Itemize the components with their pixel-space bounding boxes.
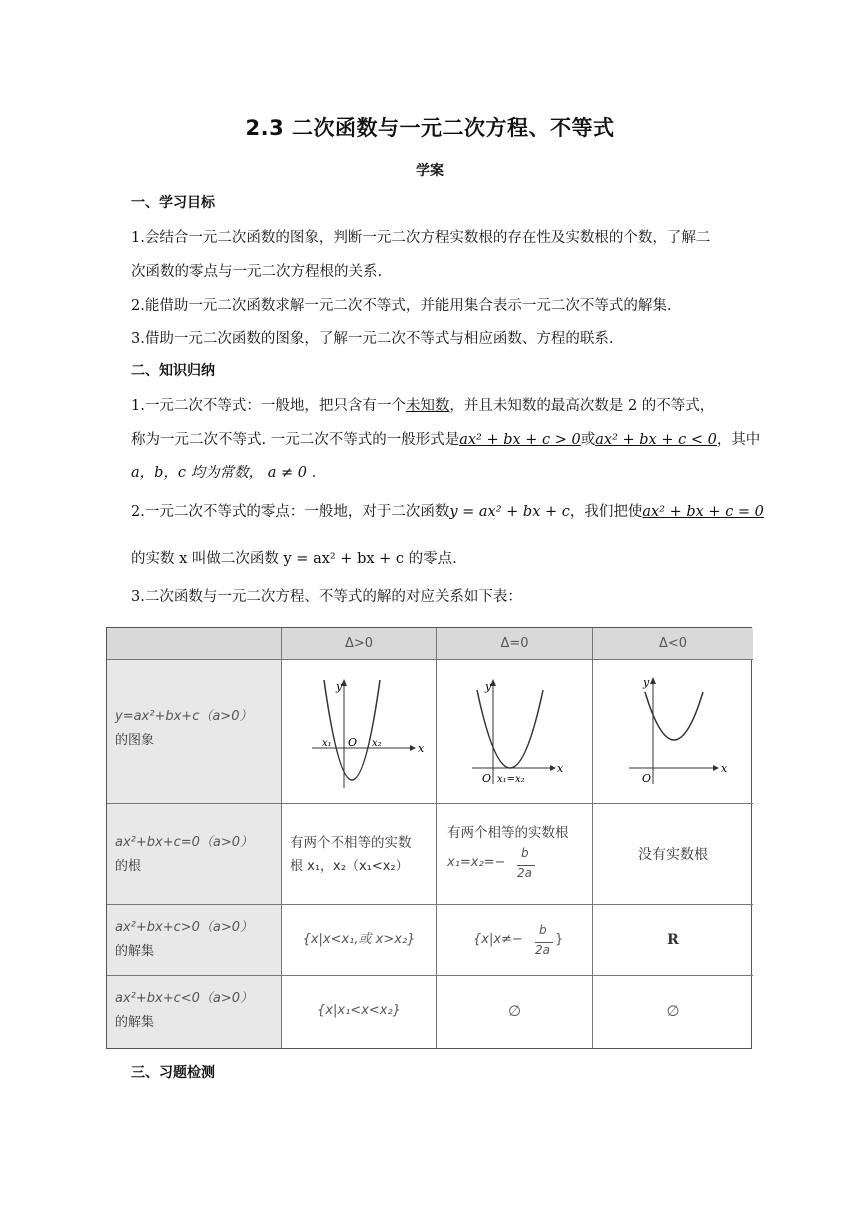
- greater-set-cell-2: [437, 905, 593, 976]
- x-label: x: [418, 742, 425, 755]
- origin-label: O: [642, 772, 652, 785]
- text: ，其中: [716, 432, 761, 448]
- x2-label: x₂: [372, 738, 382, 749]
- row-label-line-1: ax²+bx+c=0（a>0）: [115, 835, 254, 850]
- text: 2.一元二次不等式的零点：一般地，对于二次函数: [131, 504, 450, 520]
- page-subtitle: 学案: [416, 163, 444, 179]
- no-roots-text: 没有实数根: [638, 847, 708, 863]
- empty-set: ∅: [507, 1002, 522, 1020]
- x-label: x: [557, 762, 564, 775]
- row-label-greater-set: [107, 905, 282, 976]
- less-set-cell-1: [282, 976, 437, 1048]
- knowledge-2-line-b: 的实数 x 叫做二次函数 y = ax² + bx + c 的零点.: [131, 551, 457, 567]
- row-label-graph: [107, 660, 282, 804]
- fraction-numerator: b: [521, 846, 529, 860]
- less-set-cell-2: [437, 976, 593, 1048]
- knowledge-1-line-c: a，b，c 均为常数， a ≠ 0 .: [131, 465, 317, 481]
- row-label-line-2: 的图象: [115, 733, 155, 748]
- section-heading-exercises: 三、习题检测: [131, 1065, 215, 1081]
- row-label-line-1: y=ax²+bx+c（a>0）: [115, 709, 253, 724]
- text: ，我们把使: [569, 504, 643, 520]
- row-label-line-2: 的根: [115, 859, 142, 874]
- solution-set: {x|x₁<x<x₂}: [317, 1003, 401, 1018]
- origin-label: O: [482, 772, 492, 785]
- x1-label: x₁: [322, 738, 332, 749]
- goal-1-line-a: 1.会结合一元二次函数的图象，判断一元二次方程实数根的存在性及实数根的个数，了解二: [131, 230, 711, 246]
- knowledge-1-line-a: [131, 394, 714, 415]
- header-label: Δ<0: [658, 636, 688, 651]
- formula-answer-2: ax² + bx + c < 0: [595, 432, 717, 448]
- less-set-cell-3: [593, 976, 753, 1048]
- graph-cell-2: [437, 660, 593, 804]
- graph-cell-3: [593, 660, 753, 804]
- roots-cell-3: [593, 804, 753, 905]
- text: ，并且未知数的最高次数是 2 的不等式，: [449, 398, 715, 414]
- row-label-line-2: 的解集: [115, 944, 155, 959]
- roots-line-2: x₁=x₂=−: [447, 855, 506, 870]
- empty-set: ∅: [666, 1002, 680, 1020]
- formula-answer-3: ax² + bx + c = 0: [642, 504, 764, 520]
- double-root-label: x₁=x₂: [497, 774, 525, 785]
- row-label-line-1: ax²+bx+c<0（a>0）: [115, 991, 254, 1006]
- header-label: Δ=0: [500, 636, 529, 651]
- section-heading-goals: 一、学习目标: [131, 195, 215, 211]
- x-arrow: [410, 745, 416, 751]
- real-numbers: R: [667, 932, 679, 948]
- text: 称为一元二次不等式. 一元二次不等式的一般形式是: [131, 432, 460, 448]
- goal-3: 3.借助一元二次函数的图象，了解一元二次不等式与相应函数、方程的联系.: [131, 331, 614, 347]
- row-label-roots: [107, 804, 282, 905]
- y-label: y: [643, 676, 650, 689]
- x-label: x: [721, 762, 728, 775]
- header-label: Δ>0: [344, 636, 374, 651]
- underlined-answer: 未知数: [405, 398, 450, 414]
- greater-set-cell-1: [282, 905, 437, 976]
- solution-set-prefix: {x|x≠−: [473, 932, 523, 947]
- y-arrow: [650, 677, 656, 684]
- parabola: [477, 690, 543, 768]
- header-delta-positive: [282, 628, 437, 660]
- x-arrow: [713, 765, 719, 771]
- solution-set-suffix: }: [555, 932, 564, 947]
- text: 1.一元二次不等式：一般地，把只含有一个: [131, 398, 406, 414]
- parabola-double-root-graph: [437, 660, 593, 804]
- x-arrow: [550, 765, 556, 771]
- knowledge-2-line-a: [131, 500, 764, 521]
- section-heading-knowledge: 二、知识归纳: [131, 363, 215, 379]
- row-label-line-1: ax²+bx+c>0（a>0）: [115, 920, 254, 935]
- knowledge-1-line-b: [131, 428, 760, 449]
- relation-table: [106, 627, 752, 1049]
- goal-2: 2.能借助一元二次函数求解一元二次不等式，并能用集合表示一元二次不等式的解集.: [131, 298, 672, 314]
- row-label-less-set: [107, 976, 282, 1048]
- roots-cell-1: [282, 804, 437, 905]
- header-delta-zero: [437, 628, 593, 660]
- fraction-numerator: b: [539, 923, 547, 937]
- page-title: 2.3 二次函数与一元二次方程、不等式: [245, 116, 615, 140]
- header-delta-negative: [593, 628, 753, 660]
- greater-set-cell-3: [593, 905, 753, 976]
- text: 或: [580, 432, 596, 448]
- parabola-two-roots-graph: [282, 660, 437, 804]
- header-blank: [107, 628, 282, 660]
- origin-label: O: [348, 736, 358, 749]
- roots-cell-2: [437, 804, 593, 905]
- knowledge-3: 3.二次函数与一元二次方程、不等式的解的对应关系如下表：: [131, 589, 522, 605]
- formula-answer-1: ax² + bx + c > 0: [459, 432, 581, 448]
- formula: y = ax² + bx + c: [449, 504, 570, 520]
- roots-line-2: 根 x₁，x₂（x₁<x₂）: [290, 859, 409, 874]
- row-label-line-2: 的解集: [115, 1015, 155, 1030]
- roots-line-1: 有两个不相等的实数: [290, 835, 412, 851]
- parabola-no-root-graph: [593, 660, 753, 804]
- y-label: y: [336, 680, 343, 693]
- fraction-denominator: 2a: [535, 943, 550, 957]
- parabola: [645, 692, 703, 740]
- solution-set: {x|x<x₁,或 x>x₂}: [302, 932, 416, 947]
- fraction-denominator: 2a: [517, 866, 532, 880]
- graph-cell-1: [282, 660, 437, 804]
- roots-line-1: 有两个相等的实数根: [447, 825, 569, 841]
- parabola: [324, 680, 380, 780]
- goal-1-line-b: 次函数的零点与一元二次方程根的关系.: [131, 264, 383, 280]
- y-label: y: [485, 680, 492, 693]
